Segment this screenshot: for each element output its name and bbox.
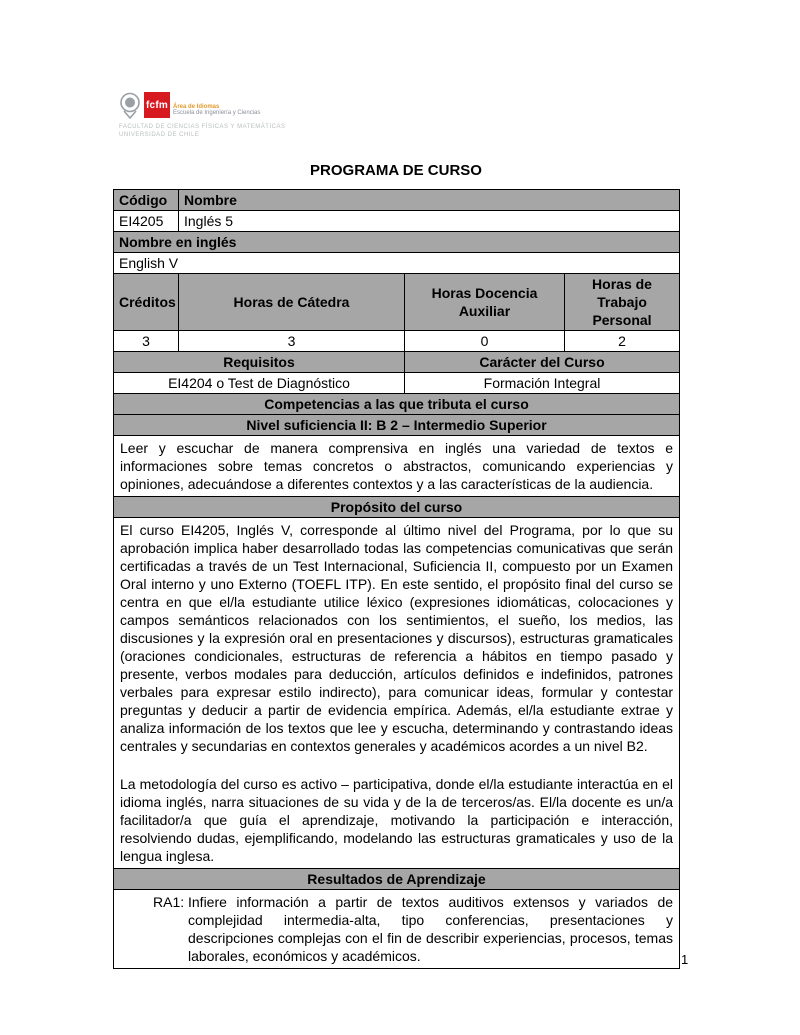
logo-side-text xyxy=(170,92,260,118)
caracter-header: Carácter del Curso xyxy=(405,352,680,373)
page-number: 1 xyxy=(681,952,689,967)
nombre-ingles-header: Nombre en inglés xyxy=(114,232,680,253)
table-row xyxy=(114,518,680,869)
codigo-value: EI4205 xyxy=(114,211,179,232)
creditos-value: 3 xyxy=(114,331,179,352)
proposito-paragraph-2: La metodología del curso es activo – participativa, donde el/la estudiante interactúa en el idioma inglés, narra situaciones de su vida y de la de terceros/as. El/la docente es un/a facilitador/a que guía el aprendizaje, motivando la participación e interacción, resolviendo dudas, ejemplificando, modelando las estructuras gramaticales y uso de la lengua inglesa. xyxy=(120,776,674,864)
logo-subtext xyxy=(119,123,285,140)
course-program-table xyxy=(113,189,680,969)
table-row xyxy=(114,394,680,415)
horas-docencia-value: 0 xyxy=(405,331,565,352)
competencias-header: Competencias a las que tributa el curso xyxy=(114,394,680,415)
table-row xyxy=(114,373,680,394)
university-seal-icon xyxy=(119,92,141,119)
nombre-value: Inglés 5 xyxy=(179,211,680,232)
logo-subtext-line2: UNIVERSIDAD DE CHILE xyxy=(119,132,200,139)
resultados-header: Resultados de Aprendizaje xyxy=(114,869,680,890)
logo-subtext-line1: FACULTAD DE CIENCIAS FÍSICAS Y MATEMÁTICAS xyxy=(119,124,286,130)
document-content xyxy=(113,162,679,969)
horas-docencia-header: Horas Docencia Auxiliar xyxy=(405,274,565,331)
creditos-header: Créditos xyxy=(114,274,179,331)
table-row xyxy=(114,890,680,969)
requisitos-value: EI4204 o Test de Diagnóstico xyxy=(114,373,405,394)
fcfm-brand-mark xyxy=(144,92,170,118)
competencias-text: Leer y escuchar de manera comprensiva en inglés una variedad de textos e informaciones sobre temas concretos o abstractos, comunicando experiencias y opiniones, adecuándose a diferentes contextos y a las características de la audiencia. xyxy=(114,436,680,497)
table-row xyxy=(114,415,680,436)
table-row xyxy=(114,274,680,331)
document-title: PROGRAMA DE CURSO xyxy=(310,162,482,179)
horas-trabajo-header: Horas de Trabajo Personal xyxy=(565,274,680,331)
fcfm-logo xyxy=(119,92,285,140)
table-row xyxy=(114,436,680,497)
caracter-value: Formación Integral xyxy=(405,373,680,394)
nombre-header: Nombre xyxy=(179,190,680,211)
logo-side-line2: Escuela de Ingeniería y Ciencias xyxy=(173,110,261,116)
table-row xyxy=(114,232,680,253)
logo-top-row xyxy=(119,92,285,119)
table-row xyxy=(114,352,680,373)
horas-trabajo-value: 2 xyxy=(565,331,680,352)
proposito-paragraph-1: El curso EI4205, Inglés V, corresponde al último nivel del Programa, por lo que su aprobación implica haber desarrollado todas las competencias comunicativas que serán certificadas a través de un Test Internacional, Suficiencia II, compuesto por un Examen Oral interno y uno Externo (TOEFL ITP). En este sentido, el propósito final del curso se centra en que el/la estudiante utilice léxico (expresiones idiomáticas, colocaciones y campos semánticos relacionados con los sentimientos, el sueño, los medios, las discusiones y la expresión oral en presentaciones y discursos), estructuras gramaticales (oraciones condicionales, estructuras de referencia a hábitos en tiempo pasado y presente, verbos modales para deducción, artículos definidos e indefinidos, patrones verbales para expresar estilo indirecto), para comunicar ideas, formular y contestar preguntas y deducir a partir de evidencia empírica. Además, el/la estudiante extrae y analiza información de los textos que lee y escucha, determinando y contrastando ideas centrales y secundarias en contextos generales y académicos acordes a un nivel B2. xyxy=(120,522,674,754)
horas-catedra-header: Horas de Cátedra xyxy=(179,274,405,331)
ra1-text: Infiere información a partir de textos auditivos extensos y variados de complejidad intermedia-alta, tipo conferencias, presentaciones y descripciones complejas con el fin de describir experiencias, procesos, temas laborales, económicos y académicos. xyxy=(188,894,674,964)
horas-catedra-value: 3 xyxy=(179,331,405,352)
fcfm-brand-text: fcfm xyxy=(146,99,168,111)
requisitos-header: Requisitos xyxy=(114,352,405,373)
codigo-header: Código xyxy=(114,190,179,211)
nivel-suficiencia-header: Nivel suficiencia II: B 2 – Intermedio Superior xyxy=(114,415,680,436)
table-row xyxy=(114,331,680,352)
nombre-ingles-value: English V xyxy=(114,253,680,274)
table-row xyxy=(114,190,680,211)
table-row xyxy=(114,211,680,232)
proposito-header: Propósito del curso xyxy=(114,497,680,518)
ra1-row xyxy=(114,890,680,969)
table-row xyxy=(114,869,680,890)
table-row xyxy=(114,497,680,518)
table-row xyxy=(114,253,680,274)
ra1-label: RA1: xyxy=(153,894,185,910)
logo-side-line1: Área de Idiomas xyxy=(173,104,220,110)
proposito-cell xyxy=(114,518,680,869)
